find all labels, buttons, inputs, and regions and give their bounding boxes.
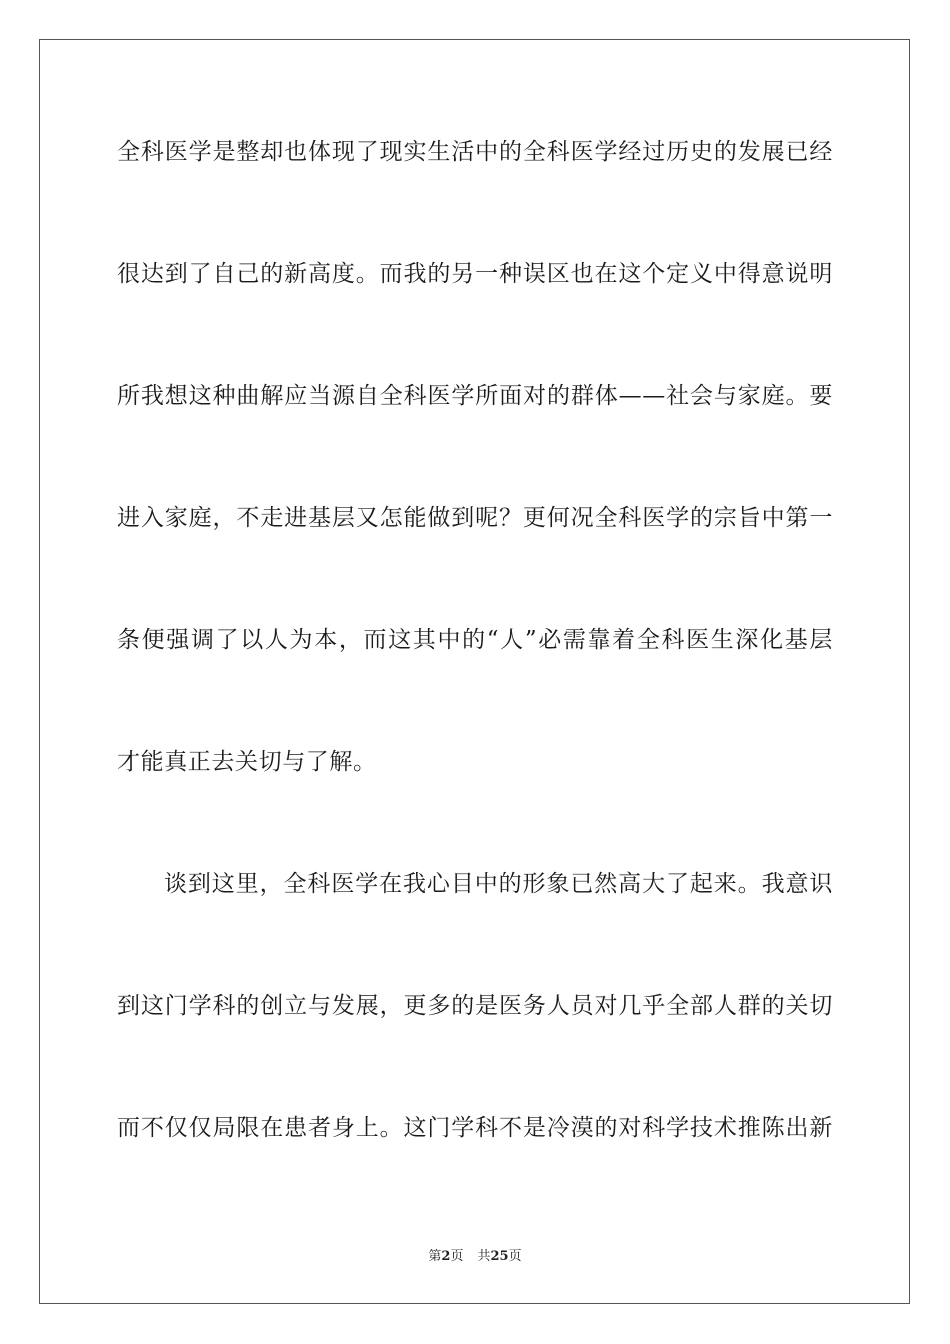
body-text-line: 进入家庭，不走进基层又怎能做到呢？更何况全科医学的宗旨中第一 <box>117 505 833 531</box>
total-suffix: 页 <box>508 1249 522 1264</box>
body-text-line: 全科医学是整却也体现了现实生活中的全科医学经过历史的发展已经 <box>117 139 833 165</box>
body-text-line: 条便强调了以人为本，而这其中的“人”必需靠着全科医生深化基层 <box>117 627 833 653</box>
page-number: 2 <box>441 1249 451 1264</box>
page-footer <box>0 1248 950 1266</box>
page-suffix: 页 <box>450 1249 464 1264</box>
page-prefix: 第 <box>428 1249 442 1264</box>
body-text-line-paragraph-start: 谈到这里，全科医学在我心目中的形象已然高大了起来。我意识 <box>164 871 833 897</box>
body-text-line: 很达到了自己的新高度。而我的另一种误区也在这个定义中得意说明 <box>117 261 833 287</box>
body-text-line: 到这门学科的创立与发展，更多的是医务人员对几乎全部人群的关切 <box>117 993 833 1019</box>
body-text-line: 所我想这种曲解应当源自全科医学所面对的群体——社会与家庭。要 <box>117 383 833 409</box>
total-prefix: 共 <box>477 1249 491 1264</box>
body-text-line: 而不仅仅局限在患者身上。这门学科不是冷漠的对科学技术推陈出新 <box>117 1115 833 1141</box>
body-text-line-paragraph-end: 才能真正去关切与了解。 <box>117 749 377 775</box>
total-pages: 25 <box>490 1249 509 1264</box>
